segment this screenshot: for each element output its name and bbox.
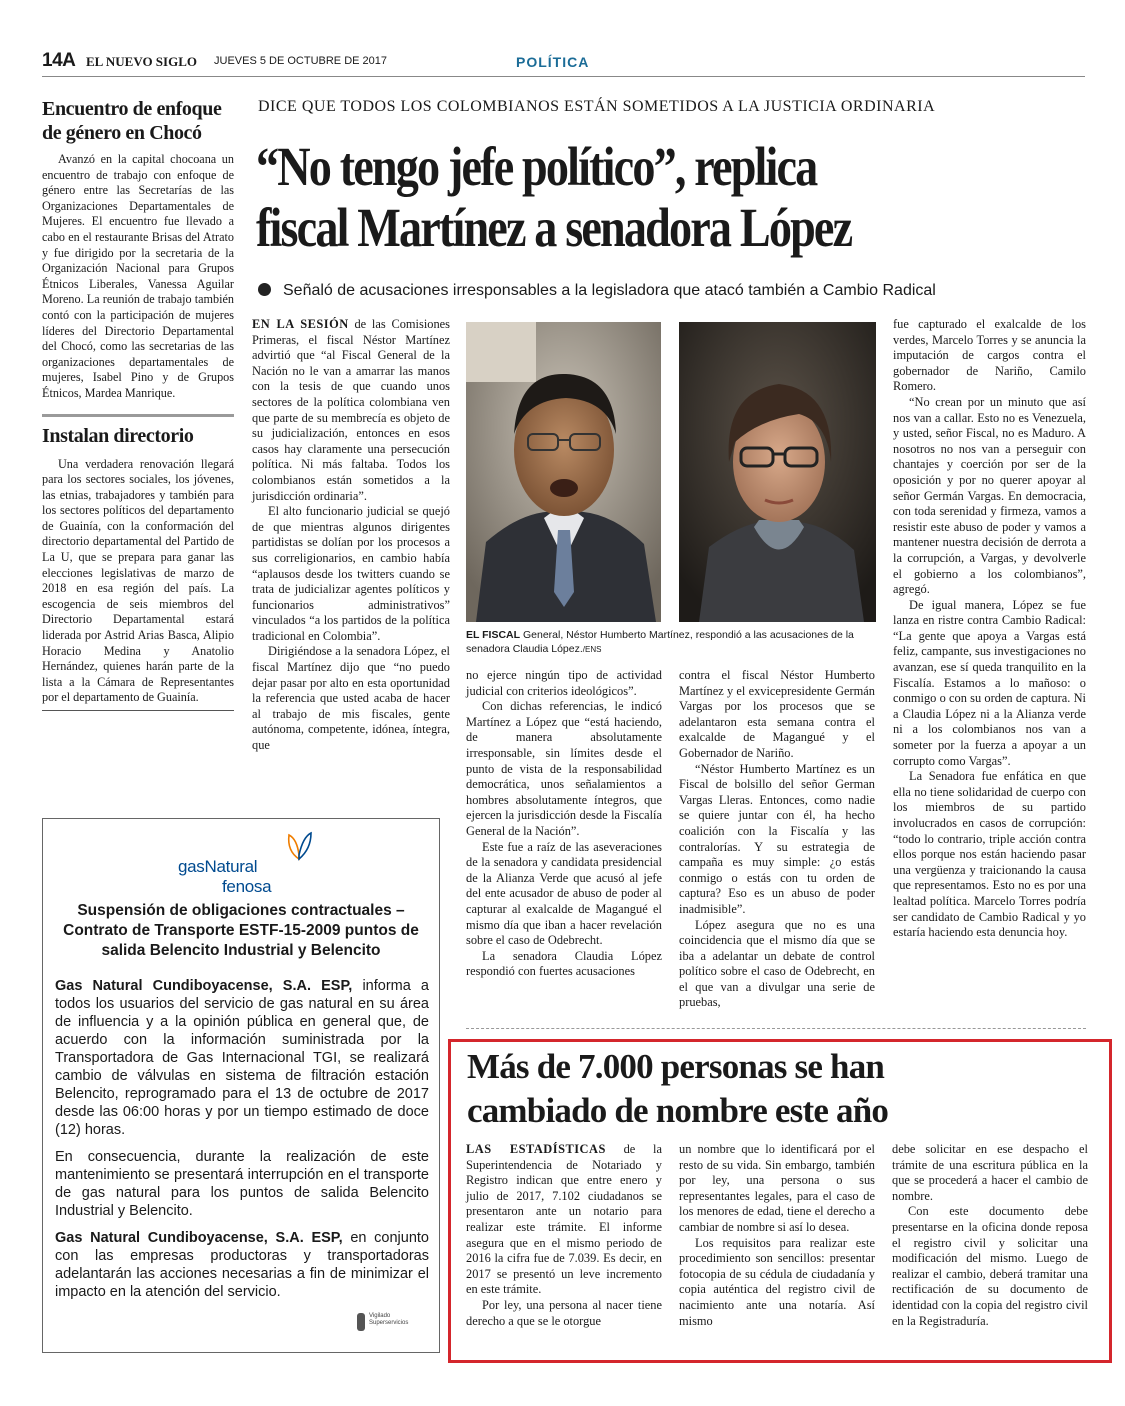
senator-portrait-image — [679, 322, 876, 622]
sidebar-story2-body: Una verdadera renovación llegará para los sectores sociales, los jóvenes, las etnias, trabajadores y también para los sectores políticos del departamento de Guainía, con la conformación del directorio departamental del Partido de La U, que se prepara para ganar las elecciones legislativas de marzo de 2018 en esa región del país. La escogencia de seis miembros del Directorio Departamental estará liderada por Astrid Arias Basca, Alipio Horacio Medina y Anatolio Hernández, quienes harán parte de la lista a la Cámara de Representantes por el departamento de Guainía. — [42, 456, 234, 705]
main-kicker: DICE QUE TODOS LOS COLOMBIANOS ESTÁN SOMETIDOS A LA JUSTICIA ORDINARIA — [258, 98, 936, 115]
sidebar-divider — [42, 414, 234, 417]
box-column-3: debe solicitar en ese despacho el trámite de una escritura pública en la que se procederá a hacer el cambio de nombre. Con este documento debe presentarse en la oficina donde reposa el registro civil y solicitar una modificación del mismo. Luego de realizar el cambio, deberá tramitar una rectificación de su documento de identidad con la copia del registro civil en la Registraduría. — [892, 1142, 1088, 1328]
gas-natural-logo — [178, 847, 328, 907]
caption-label: EL FISCAL — [466, 629, 521, 641]
main-headline-line1: “No tengo jefe político”, replica — [256, 136, 817, 197]
butterfly-icon — [283, 829, 315, 863]
photo-caption — [466, 628, 866, 657]
vigilado-superservicios: Vigilado Superservicios — [369, 1313, 409, 1326]
box-headline — [467, 1045, 1097, 1133]
main-deck — [258, 282, 936, 300]
ad-title: Suspensión de obligaciones contractuales – Contrato de Transporte ESTF-15-2009 puntos de salida Belencito Industrial y Belencito — [63, 902, 419, 959]
box-column-2: un nombre que lo identificará por el resto de su vida. Sin embargo, también por ley, una persona o sus representantes legales, para el caso de los menores de edad, tiene el derecho a cambiar de nombre si así lo desea. Los requisitos para realizar este procedimiento son sencillos: presentar fotocopia de su cédula de ciudadanía y copia auténtica del registro civil de nacimiento ante una notaría. Así mismo — [679, 1142, 875, 1328]
box-headline-line1: Más de 7.000 personas se han — [467, 1047, 885, 1086]
logo-line2: fenosa — [222, 877, 272, 896]
main-headline-line2: fiscal Martínez a senadora López — [256, 197, 852, 258]
section-separator — [466, 1028, 1086, 1029]
sidebar-story1-title: Encuentro de enfoque de género en Chocó — [42, 98, 222, 144]
caption-text: General, Néstor Humberto Martínez, respondió a las acusaciones de la senadora Claudia López. — [466, 629, 854, 655]
sidebar-story1-body: Avanzó en la capital chocoana un encuentro de trabajo con enfoque de género entre las Secretarías de las Organizaciones Departamentales de Mujeres. El encuentro fue llevado a cabo en el restaurante Brisas del Atrato y fue dirigido por la secretaria de la Organización Nacional para Grupos Étnicos Liberales, Vanessa Aguilar Moreno. La reunión de trabajo también contó con la participación de mujeres líderes del Directorio Departamental del Chocó, como las secretarias de las organizaciones departamentales de mujeres, Isabel Pino y de Grupos Étnicos, Mardea Manrique. — [42, 152, 234, 400]
sidebar-story2-title: Instalan directorio — [42, 424, 194, 447]
main-lead-in: EN LA SESIÓN — [252, 317, 349, 331]
fiscal-portrait-image — [466, 322, 661, 622]
sidebar — [42, 97, 234, 711]
newspaper-name: EL NUEVO SIGLO — [86, 54, 197, 69]
photo-fiscal-martinez — [466, 322, 661, 622]
page-header — [42, 50, 1085, 77]
superservicios-icon — [357, 1313, 365, 1331]
logo-line1: gasNatural — [178, 857, 258, 876]
box-column-1: LAS ESTADÍSTICAS de la Superintendencia de Notariado y Registro indican que entre enero y julio de 2017, 7.102 ciudadanos se presentaron ante un notario para realizar este trámite. El informe asegura que en el mismo periodo de 2016 la cifra fue de 7.039. Es decir, en 2017 se presentó un leve incremento en este trámite. Por ley, una persona al nacer tiene derecho a que se le otorgue — [466, 1142, 662, 1328]
main-column-3: contra el fiscal Néstor Humberto Martínez y el exvicepresidente Germán Vargas por los procesos que se adelantaron esta semana contra el exalcalde de Magangué y el Gobernador de Nariño. “Néstor Humberto Martínez es un Fiscal de bolsillo del señor German Vargas Lleras. Entonces, como nadie se quiere juntar con él, ha hecho coalición con la Fiscalía y las contralorías. Y su estrategia de campaña es muy simple: ¿o estás conmigo o estás con tu orden de captura? Eso es un abuso de poder inadmisible”. López asegura que no es una coincidencia que el mismo día que se iba a adelantar un debate de control político sobre el caso de Odebrecht, en el que van a divulgar una serie de pruebas, — [679, 668, 875, 1010]
name-change-story-box — [448, 1039, 1112, 1363]
caption-credit: /ENS — [582, 645, 602, 654]
ad-body: Gas Natural Cundiboyacense, S.A. ESP, informa a todos los usuarios del servicio de gas natural en su área de influencia y a la opinión pública en general que, de acuerdo con la información suministrada por la Transportadora de Gas Internacional TGI, se realizará cambio de válvulas en sistema de filtración estación Belencito, reprogramado para el 13 de octubre de 2017 desde las 06:00 horas y por un tiempo estimado de doce (12) horas. En consecuencia, durante la realización de este mantenimiento se presentará interrupción en el transporte de gas natural para los puntos de salida Belencito Industrial y Belencito. Gas Natural Cundiboyacense, S.A. ESP, en conjunto con las empresas productoras y transportadoras adelantarán las acciones necesarias a fin de minimizar el impacto en la atención del servicio. — [55, 978, 429, 1300]
main-column-4: fue capturado el exalcalde de los verdes, Marcelo Torres y se anuncia la imputación de cargos contra el gobernador de Nariño, Camilo Romero. “No crean por un minuto que así nos van a callar. Esto no es Venezuela, y usted, señor Fiscal, no es Maduro. A nosotros no nos van a perseguir con chantajes y coerción por ser de la oposición y por no querer apoyar al señor Germán Vargas. En democracia, con toda serenidad y firmeza, vamos a resistir este abuso de poder y vamos a mantener nuestra decisión de derrota a la corrupción, a Vargas, y devolverle el gobierno a los colombianos”, agregó. De igual manera, López se fue lanza en ristre contra Cambio Radical: “La gente que apoya a Vargas está feliz, campante, sus investigaciones no avanzan, ese sí queda tranquilito en la Fiscalía. Estamos a lo mañoso: o conmigo o con su orden de captura. Ni a Claudia López ni a la Alianza verde ni a los colombianos nos van a someter por la fuerza a apoyar a un corrupto como Vargas”. La Senadora fue enfática en que ella no tiene solidaridad de cuerpo con los miembros de su partido involucrados en casos de corrupción: “todo lo contrario, triple acción contra ellos porque nos están haciendo pasar una vergüenza y traicionando la causa que representamos. Esto no es por una lealtad política. Marcelo Torres podría ser candidato de Cambio Radical y yo estaría haciendo esta denuncia hoy. — [893, 317, 1086, 940]
main-headline — [256, 136, 1088, 258]
main-column-1: EN LA SESIÓN de las Comisiones Primeras, el fiscal Néstor Martínez advirtió que “al Fiscal General de la Nación no le van a amarrar las manos con la tesis de que cuando unos sectores de la política colombiana ven que parte de su membrecía es objeto de su judicialización, entonces en esos casos hay claramente una persecución política. Ni más faltaba. Todos los colombianos están sometidos a la jurisdicción ordinaria”. El alto funcionario judicial se quejó de que mientras algunos dirigentes partidistas se dolían por los procesos a sus correligionarios, en cambio había “aplausos desde los twitters cuando se trata de judicializar agentes políticos y funcionarios administrativos” vinculados “a los partidos de la política tradicional en Colombia”. Dirigiéndose a la senadora López, el fiscal Martínez dijo que “no puedo dejar pasar por alto en esta oportunidad la referencia que usted acaba de hacer al trabajo de mis fiscales, gente autónoma, competente, idónea, íntegra, que — [252, 317, 450, 753]
sidebar-bottom-rule — [42, 710, 234, 711]
main-deck-text: Señaló de acusaciones irresponsables a la legisladora que atacó también a Cambio Radical — [283, 282, 936, 299]
section-label: POLÍTICA — [516, 54, 590, 70]
gas-natural-ad — [42, 818, 440, 1353]
box-headline-line2: cambiado de nombre este año — [467, 1091, 889, 1130]
photo-senadora-lopez — [679, 322, 876, 622]
page-number: 14A — [42, 50, 76, 71]
main-column-2: no ejerce ningún tipo de actividad judicial con criterios ideológicos”. Con dichas referencias, le indicó Martínez a López que “está haciendo, de manera absolutamente irresponsable, sin límites desde el punto de vista de la responsabilidad democrática, unos señalamientos a hombres absolutamente íntegros, que ejercen la jurisdicción desde la Fiscalía General de la Nación”. Este fue a raíz de las aseveraciones de la senadora y candidata presidencial de la Alianza Verde que acusó al jefe del ente acusador de abuso de poder al capturar al exalcalde de Magangué el mismo día que iban a hacer revelación sobre el caso de Odebrecht. La senadora Claudia López respondió con fuertes acusaciones — [466, 668, 662, 979]
issue-date: JUEVES 5 DE OCTUBRE DE 2017 — [214, 55, 388, 67]
bullet-icon — [258, 283, 271, 296]
box-lead-in: LAS ESTADÍSTICAS — [466, 1142, 606, 1156]
